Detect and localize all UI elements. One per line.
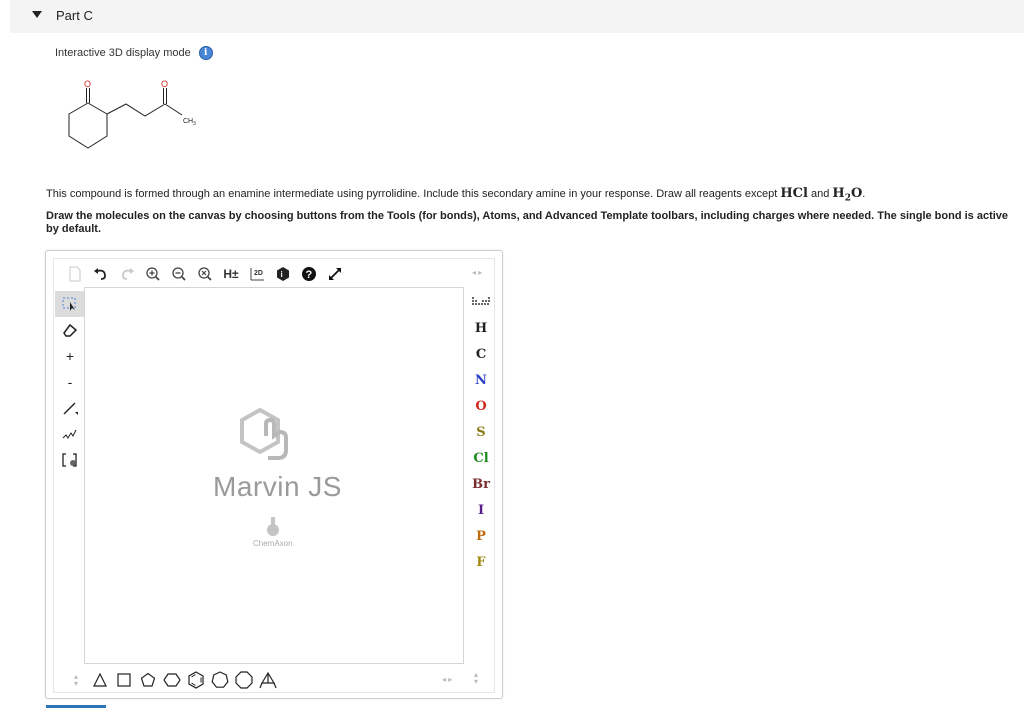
single-bond-icon[interactable] xyxy=(55,395,85,421)
template-scroll-ud[interactable]: ▴ ▾ xyxy=(474,670,479,686)
marvin-editor xyxy=(45,250,503,699)
atom-button-list xyxy=(466,315,496,575)
zoom-in-icon[interactable] xyxy=(140,263,166,285)
selection-tool-icon[interactable] xyxy=(55,291,85,317)
part-title: Part C xyxy=(56,8,93,23)
increase-charge-button[interactable]: + xyxy=(65,348,75,364)
template-scroll-lr[interactable]: ◂ ▸ xyxy=(442,675,453,684)
oxygen-label-2: O xyxy=(161,79,169,89)
part-c-header[interactable] xyxy=(10,0,1024,33)
collapse-triangle-icon[interactable] xyxy=(32,11,42,18)
instruction-reagents: This compound is formed through an enamine intermediate using pyrrolidine. Include this secondary amine in your response. Draw all reagents except HCl and $H_2O$. xyxy=(46,186,866,204)
chemaxon-watermark-text: ChemAxon xyxy=(253,539,293,548)
eraser-icon[interactable] xyxy=(55,317,85,343)
template-scroll-arrows[interactable]: ▴ ▾ xyxy=(73,672,78,688)
oxygen-label-1: O xyxy=(84,79,92,89)
atom-button-f[interactable]: F xyxy=(476,554,486,570)
help-icon[interactable] xyxy=(296,263,322,285)
zoom-fit-icon[interactable] xyxy=(192,263,218,285)
chain-tool-icon[interactable] xyxy=(55,421,85,447)
marvin-logo-icon xyxy=(238,406,308,466)
template-toolbar xyxy=(64,669,280,691)
svg-text:i: i xyxy=(280,270,283,279)
tools-toolbar xyxy=(55,291,85,473)
ch3-label: $CH_3$ xyxy=(183,118,196,127)
cyclopentane-template-icon[interactable] xyxy=(136,669,160,691)
top-toolbar xyxy=(62,263,348,285)
3d-view-icon[interactable] xyxy=(270,263,296,285)
atom-button-s[interactable]: S xyxy=(476,424,486,440)
zoom-out-icon[interactable] xyxy=(166,263,192,285)
editor-frame xyxy=(53,258,495,693)
atoms-toolbar xyxy=(466,289,496,575)
hydrogen-toggle-button[interactable]: H± xyxy=(223,267,239,281)
display-mode-label: Interactive 3D display mode xyxy=(55,47,191,59)
toolbar-scroll-arrows[interactable]: ◂ ▸ xyxy=(472,268,483,277)
marvin-watermark xyxy=(85,288,463,663)
redo-icon[interactable] xyxy=(114,263,140,285)
atom-button-p[interactable]: P xyxy=(476,528,486,544)
atom-button-h[interactable]: H xyxy=(474,320,488,336)
cyclobutane-template-icon[interactable] xyxy=(112,669,136,691)
cycloheptane-template-icon[interactable] xyxy=(208,669,232,691)
instruction-canvas: Draw the molecules on the canvas by choosing buttons from the Tools (for bonds), Atoms, and Advanced Template toolbars, including charges where needed. The single bond is active by default. xyxy=(46,210,1009,235)
cyclooctane-template-icon[interactable] xyxy=(232,669,256,691)
atom-button-n[interactable]: N xyxy=(475,372,487,388)
fullscreen-icon[interactable] xyxy=(322,263,348,285)
cyclohexane-template-icon[interactable] xyxy=(160,669,184,691)
undo-icon[interactable] xyxy=(88,263,114,285)
drawing-canvas[interactable] xyxy=(84,287,464,664)
periodic-table-icon[interactable] xyxy=(466,289,496,315)
clean-2d-label: 2D xyxy=(254,270,263,277)
atom-button-o[interactable]: O xyxy=(475,398,487,414)
submit-button-edge[interactable] xyxy=(46,705,106,708)
atom-button-i[interactable]: I xyxy=(477,502,485,518)
atom-button-c[interactable]: C xyxy=(475,346,487,362)
cyclopropane-template-icon[interactable] xyxy=(88,669,112,691)
info-icon[interactable]: i xyxy=(199,46,213,60)
svg-text:?: ? xyxy=(305,269,313,281)
atom-button-cl[interactable]: Cl xyxy=(473,450,489,466)
decrease-charge-button[interactable]: - xyxy=(67,374,73,390)
chemaxon-flask-icon xyxy=(265,516,281,538)
atom-button-br[interactable]: Br xyxy=(472,476,490,492)
new-document-icon[interactable] xyxy=(62,263,88,285)
display-mode-row xyxy=(55,46,213,60)
clean-2d-icon[interactable] xyxy=(244,263,270,285)
marvin-js-watermark-text: Marvin JS xyxy=(213,471,342,502)
molecule-structure xyxy=(60,78,230,158)
bicyclic-template-icon[interactable] xyxy=(256,669,280,691)
benzene-template-icon[interactable] xyxy=(184,669,208,691)
bracket-tool-icon[interactable] xyxy=(55,447,85,473)
